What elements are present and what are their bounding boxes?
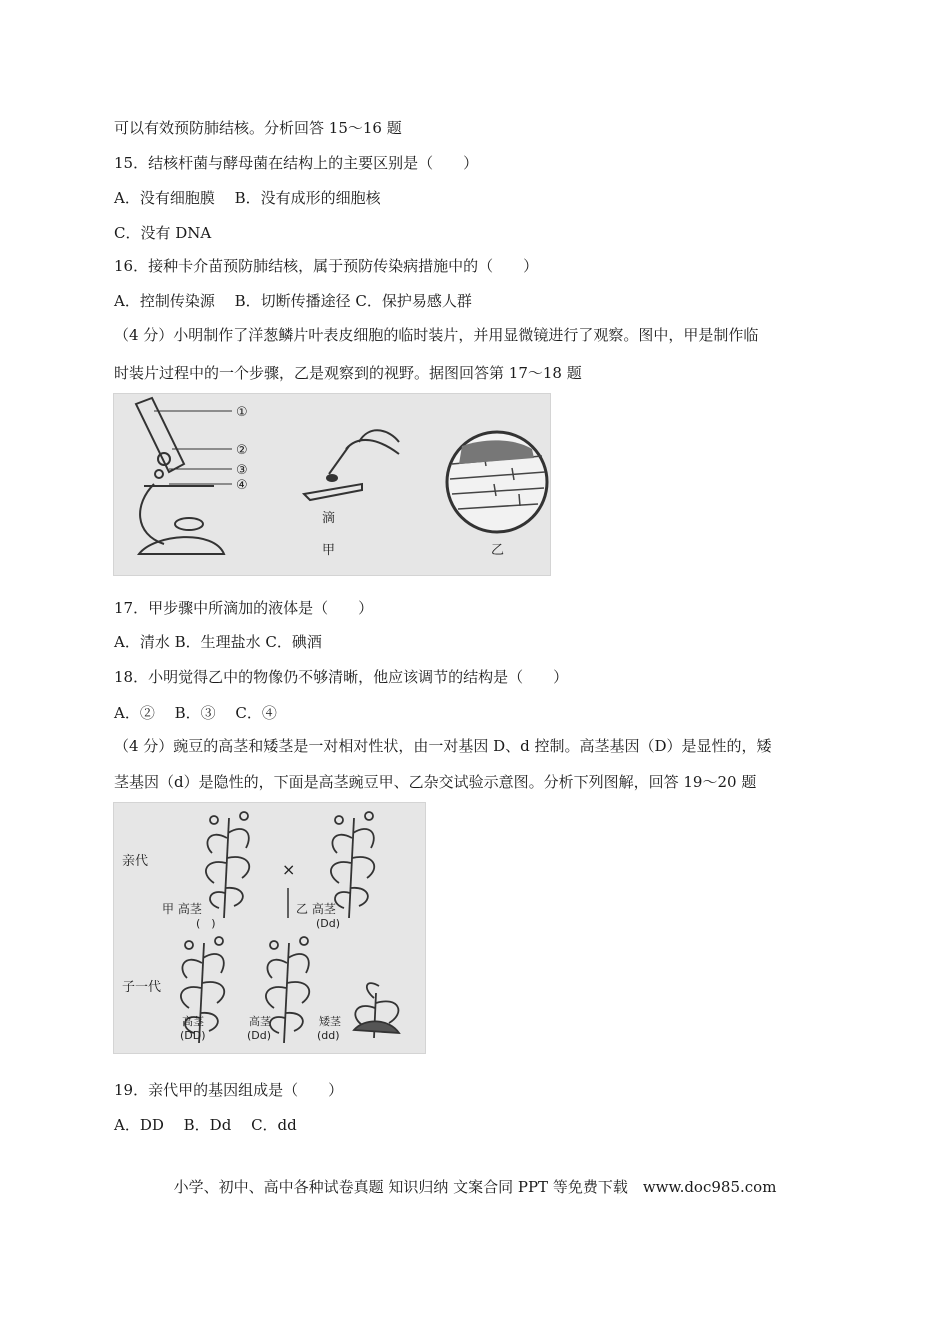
label-1: ① — [236, 405, 248, 420]
question-16: 16．接种卡介苗预防肺结核，属于预防传染病措施中的（ ） — [114, 257, 539, 275]
question-18: 18．小明觉得乙中的物像仍不够清晰，他应该调节的结构是（ ） — [114, 668, 569, 686]
figure-pea-cross — [113, 802, 426, 1054]
label-3: ③ — [236, 463, 248, 478]
q19-options: A．DD B．Dd C．dd — [114, 1116, 297, 1134]
parent-jia: 甲 高茎 — [162, 902, 202, 916]
intro-17-18-b: 时装片过程中的一个步骤，乙是观察到的视野。据图回答第 17～18 题 — [114, 364, 582, 382]
parent-yi: 乙 高茎 — [296, 902, 336, 916]
child2-trait: 高茎 — [249, 1015, 271, 1028]
question-19: 19．亲代甲的基因组成是（ ） — [114, 1081, 344, 1099]
microscope-illustration — [114, 394, 550, 575]
cross-symbol: × — [282, 860, 296, 879]
child-label: 子一代 — [122, 980, 162, 995]
child3-trait: 矮茎 — [319, 1015, 341, 1028]
caption-jia: 甲 — [322, 543, 336, 558]
parent-jia-gene: ( ) — [196, 917, 216, 930]
dropper-text: 滴 — [322, 511, 336, 526]
label-2: ② — [236, 443, 248, 458]
intro-19-20-b: 茎基因（d）是隐性的，下面是高茎豌豆甲、乙杂交试验示意图。分析下列图解，回答 19～20 题 — [114, 773, 757, 791]
child1-gene: (DD) — [180, 1029, 206, 1042]
child2-gene: (Dd) — [247, 1029, 272, 1042]
question-15: 15．结核杆菌与酵母菌在结构上的主要区别是（ ） — [114, 154, 479, 172]
label-4: ④ — [236, 478, 248, 493]
question-17: 17．甲步骤中所滴加的液体是（ ） — [114, 599, 374, 617]
q16-options: A．控制传染源 B．切断传播途径 C．保护易感人群 — [114, 292, 472, 310]
child1-trait: 高茎 — [182, 1015, 204, 1028]
intro-17-18-a: （4 分）小明制作了洋葱鳞片叶表皮细胞的临时装片，并用显微镜进行了观察。图中，甲是制作临 — [114, 326, 759, 344]
q15-option-c: C．没有 DNA — [114, 224, 212, 242]
q15-options-ab: A．没有细胞膜 B．没有成形的细胞核 — [114, 189, 381, 207]
intro-19-20-a: （4 分）豌豆的高茎和矮茎是一对相对性状，由一对基因 D、d 控制。高茎基因（D）是显性的，矮 — [114, 737, 772, 755]
line-0: 可以有效预防肺结核。分析回答 15～16 题 — [114, 119, 402, 137]
parent-label: 亲代 — [122, 854, 149, 869]
q18-options: A．② B．③ C．④ — [114, 704, 277, 722]
parent-yi-gene: (Dd) — [316, 917, 341, 930]
footer-text: 小学、初中、高中各种试卷真题 知识归纳 文案合同 PPT 等免费下载 www.doc985.com — [173, 1178, 777, 1196]
caption-yi: 乙 — [491, 543, 505, 558]
child3-gene: (dd) — [317, 1029, 340, 1042]
figure-microscope — [113, 393, 551, 576]
q17-options: A．清水 B．生理盐水 C．碘酒 — [114, 633, 322, 651]
pea-cross-illustration — [114, 803, 425, 1053]
